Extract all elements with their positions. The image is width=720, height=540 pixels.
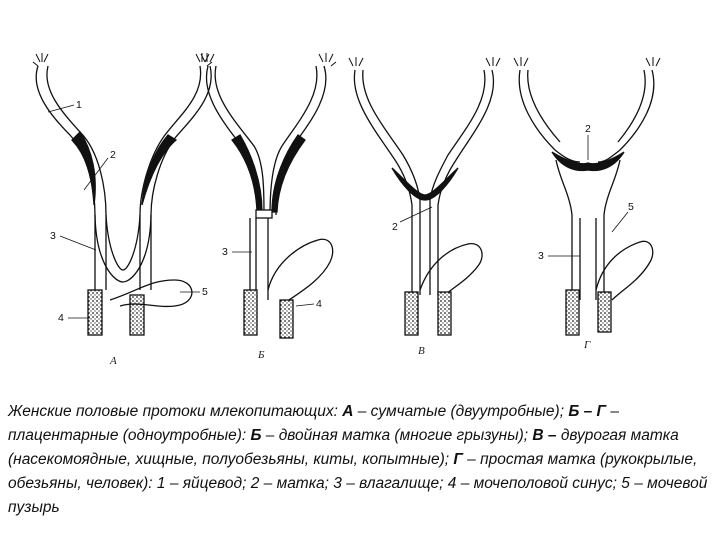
caption-part-5: двурогая матка (насекомоядные, хищные, полуобезьяны, киты, копытные); [8,427,679,468]
label-g-2: 2 [585,123,591,135]
caption-letter-g: Г [453,451,463,468]
label-b-3: 3 [222,246,228,258]
caption-letter-v: В – [532,427,557,444]
caption-letter-a: А [342,403,354,420]
label-a-1: 1 [76,99,82,111]
caption-part-1: Женские половые протоки млекопитающих: [8,403,343,420]
uterus-left-b [232,135,262,212]
urogenital-sinus-left-b [244,290,257,335]
panel-letter-g: Г [584,339,591,351]
panel-g [514,57,660,335]
urogenital-sinus-left-a [88,290,102,335]
caption-letter-b: Б [250,427,262,444]
caption-part-2: – сумчатые (двуутробные); [353,403,569,420]
uterus-left-a [72,132,95,205]
label-a-5: 5 [202,286,208,298]
panel-letter-v: В [418,345,425,357]
label-g-3: 3 [538,250,544,262]
caption-part-6: – простая матка (рукокрылые, обезьяны, человек): 1 – яйцевод; 2 – матка; 3 – влагалище; 4 – мочеполовой синус; 5 – мочевой пузырь [8,451,708,516]
urogenital-sinus-right-v [438,292,451,335]
bladder-a [110,280,192,306]
urogenital-sinus-right-g [598,292,611,332]
panel-b [201,53,336,338]
panel-letter-a: А [110,355,117,367]
urogenital-sinus-right-b [280,300,293,338]
panel-a [33,53,212,335]
label-a-3: 3 [50,230,56,242]
caption-part-3: – плацентарные (одноутробные): [8,403,619,444]
label-v-2: 2 [392,221,398,233]
caption-part-4: – двойная матка (многие грызуны); [261,427,533,444]
bladder-b [268,239,333,305]
label-g-5: 5 [628,201,634,213]
panel-letter-b: Б [258,349,265,361]
panel-v [349,57,500,335]
caption-letters-b-g: Б – Г [568,403,607,420]
urogenital-sinus-left-v [405,292,418,335]
urogenital-sinus-right-a [130,295,144,335]
urogenital-sinus-left-g [566,290,579,335]
figure-caption [8,400,708,520]
fimbria-left-a [33,53,48,66]
label-a-4: 4 [58,312,64,324]
label-a-2: 2 [110,149,116,161]
uterus-right-b [272,135,305,212]
label-b-4: 4 [316,298,322,310]
